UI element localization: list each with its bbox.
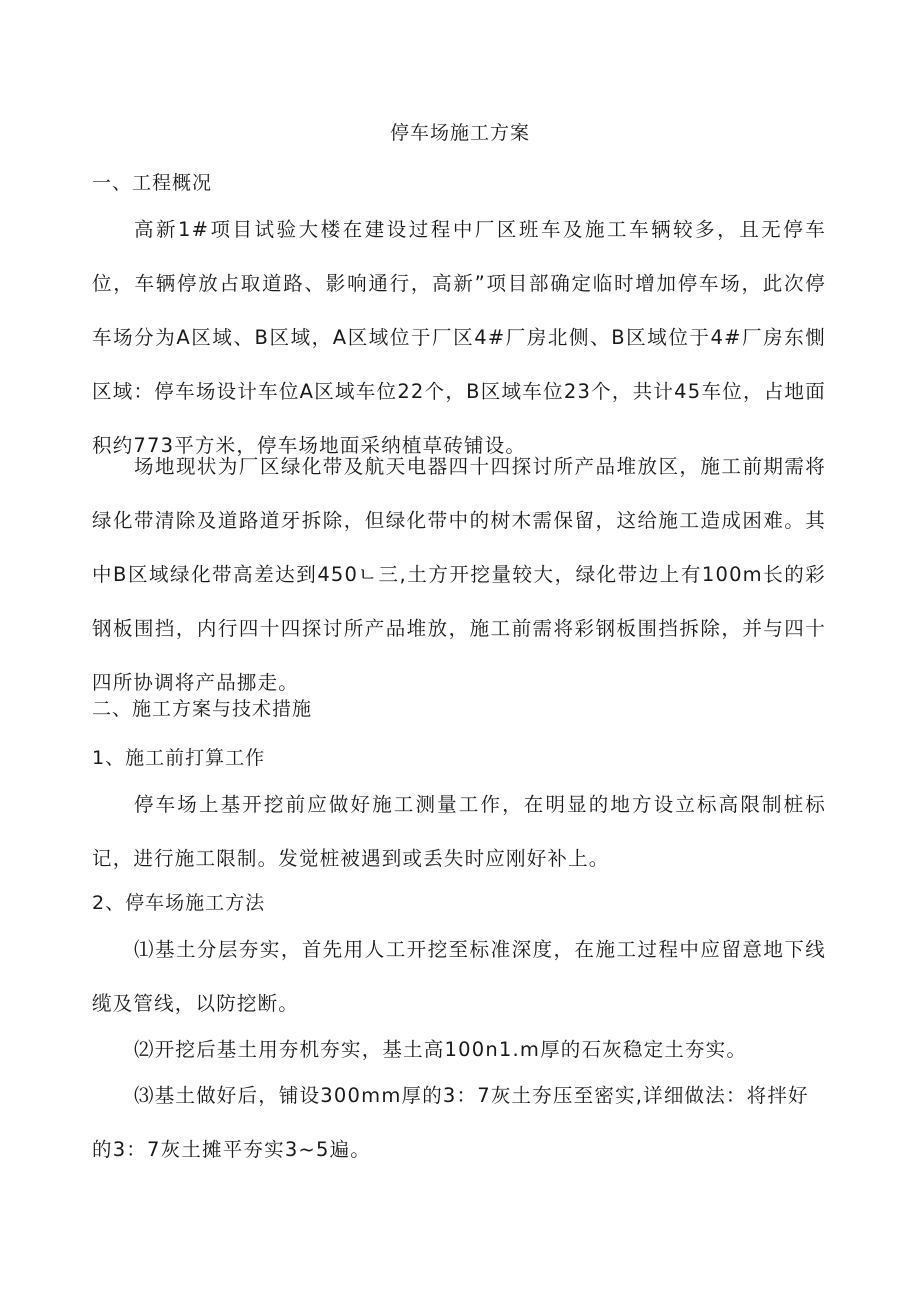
- document-title: 停车场施工方案: [389, 122, 530, 144]
- method-item-2: ⑵开挖后基土用夯机夯实，基土高100n1.m厚的石灰稳定土夯实。: [134, 1038, 748, 1061]
- subsection-heading-preparation: 1、施工前打算工作: [92, 747, 266, 769]
- method-item-3-line-1: ⑶基土做好后，铺设300mm厚的3：7灰土夯压至密实,详细做法：将拌好: [134, 1084, 809, 1107]
- subsection-heading-method: 2、停车场施工方法: [92, 892, 266, 914]
- preparation-paragraph: 停车场上基开挖前应做好施工测量工作，在明显的地方设立标高限制桩标记，进行施工限制。发觉桩被遇到或丢失时应刚好补上。: [92, 793, 826, 870]
- method-item-1: ⑴基土分层夯实，首先用人工开挖至标准深度，在施工过程中应留意地下线缆及管线，以防挖断。: [92, 938, 826, 1015]
- overview-paragraph-2: 场地现状为厂区绿化带及航天电器四十四探讨所产品堆放区，施工前期需将绿化带清除及道路道牙拆除，但绿化带中的树木需保留，这给施工造成困难。其中B区域绿化带高差达到450ㄴ三,土方开挖量较大，绿化带边上有100m长的彩钢板围挡，内行四十四探讨所产品堆放，施工前需将彩钢板围挡拆除，并与四十四所协调将产品挪走。: [92, 455, 826, 694]
- overview-paragraph-1: 高新1#项目试验大楼在建设过程中厂区班车及施工车辆较多，且无停车位，车辆停放占取道路、影响通行，高新”项目部确定临时增加停车场，此次停车场分为A区域、B区域，A区域位于厂区4#厂房北侧、B区域位于4#厂房东惻区域：停车场设计车位A区域车位22个，B区域车位23个，共计45车位，占地面积约773平方米，停车场地面采纳植草砖铺设。: [92, 218, 826, 457]
- section-heading-construction-plan: 二、施工方案与技术措施: [92, 698, 313, 720]
- method-item-3-line-2: 的3：7灰土摊平夯实3~5遍。: [92, 1138, 371, 1161]
- section-heading-overview: 一、工程概况: [92, 172, 213, 194]
